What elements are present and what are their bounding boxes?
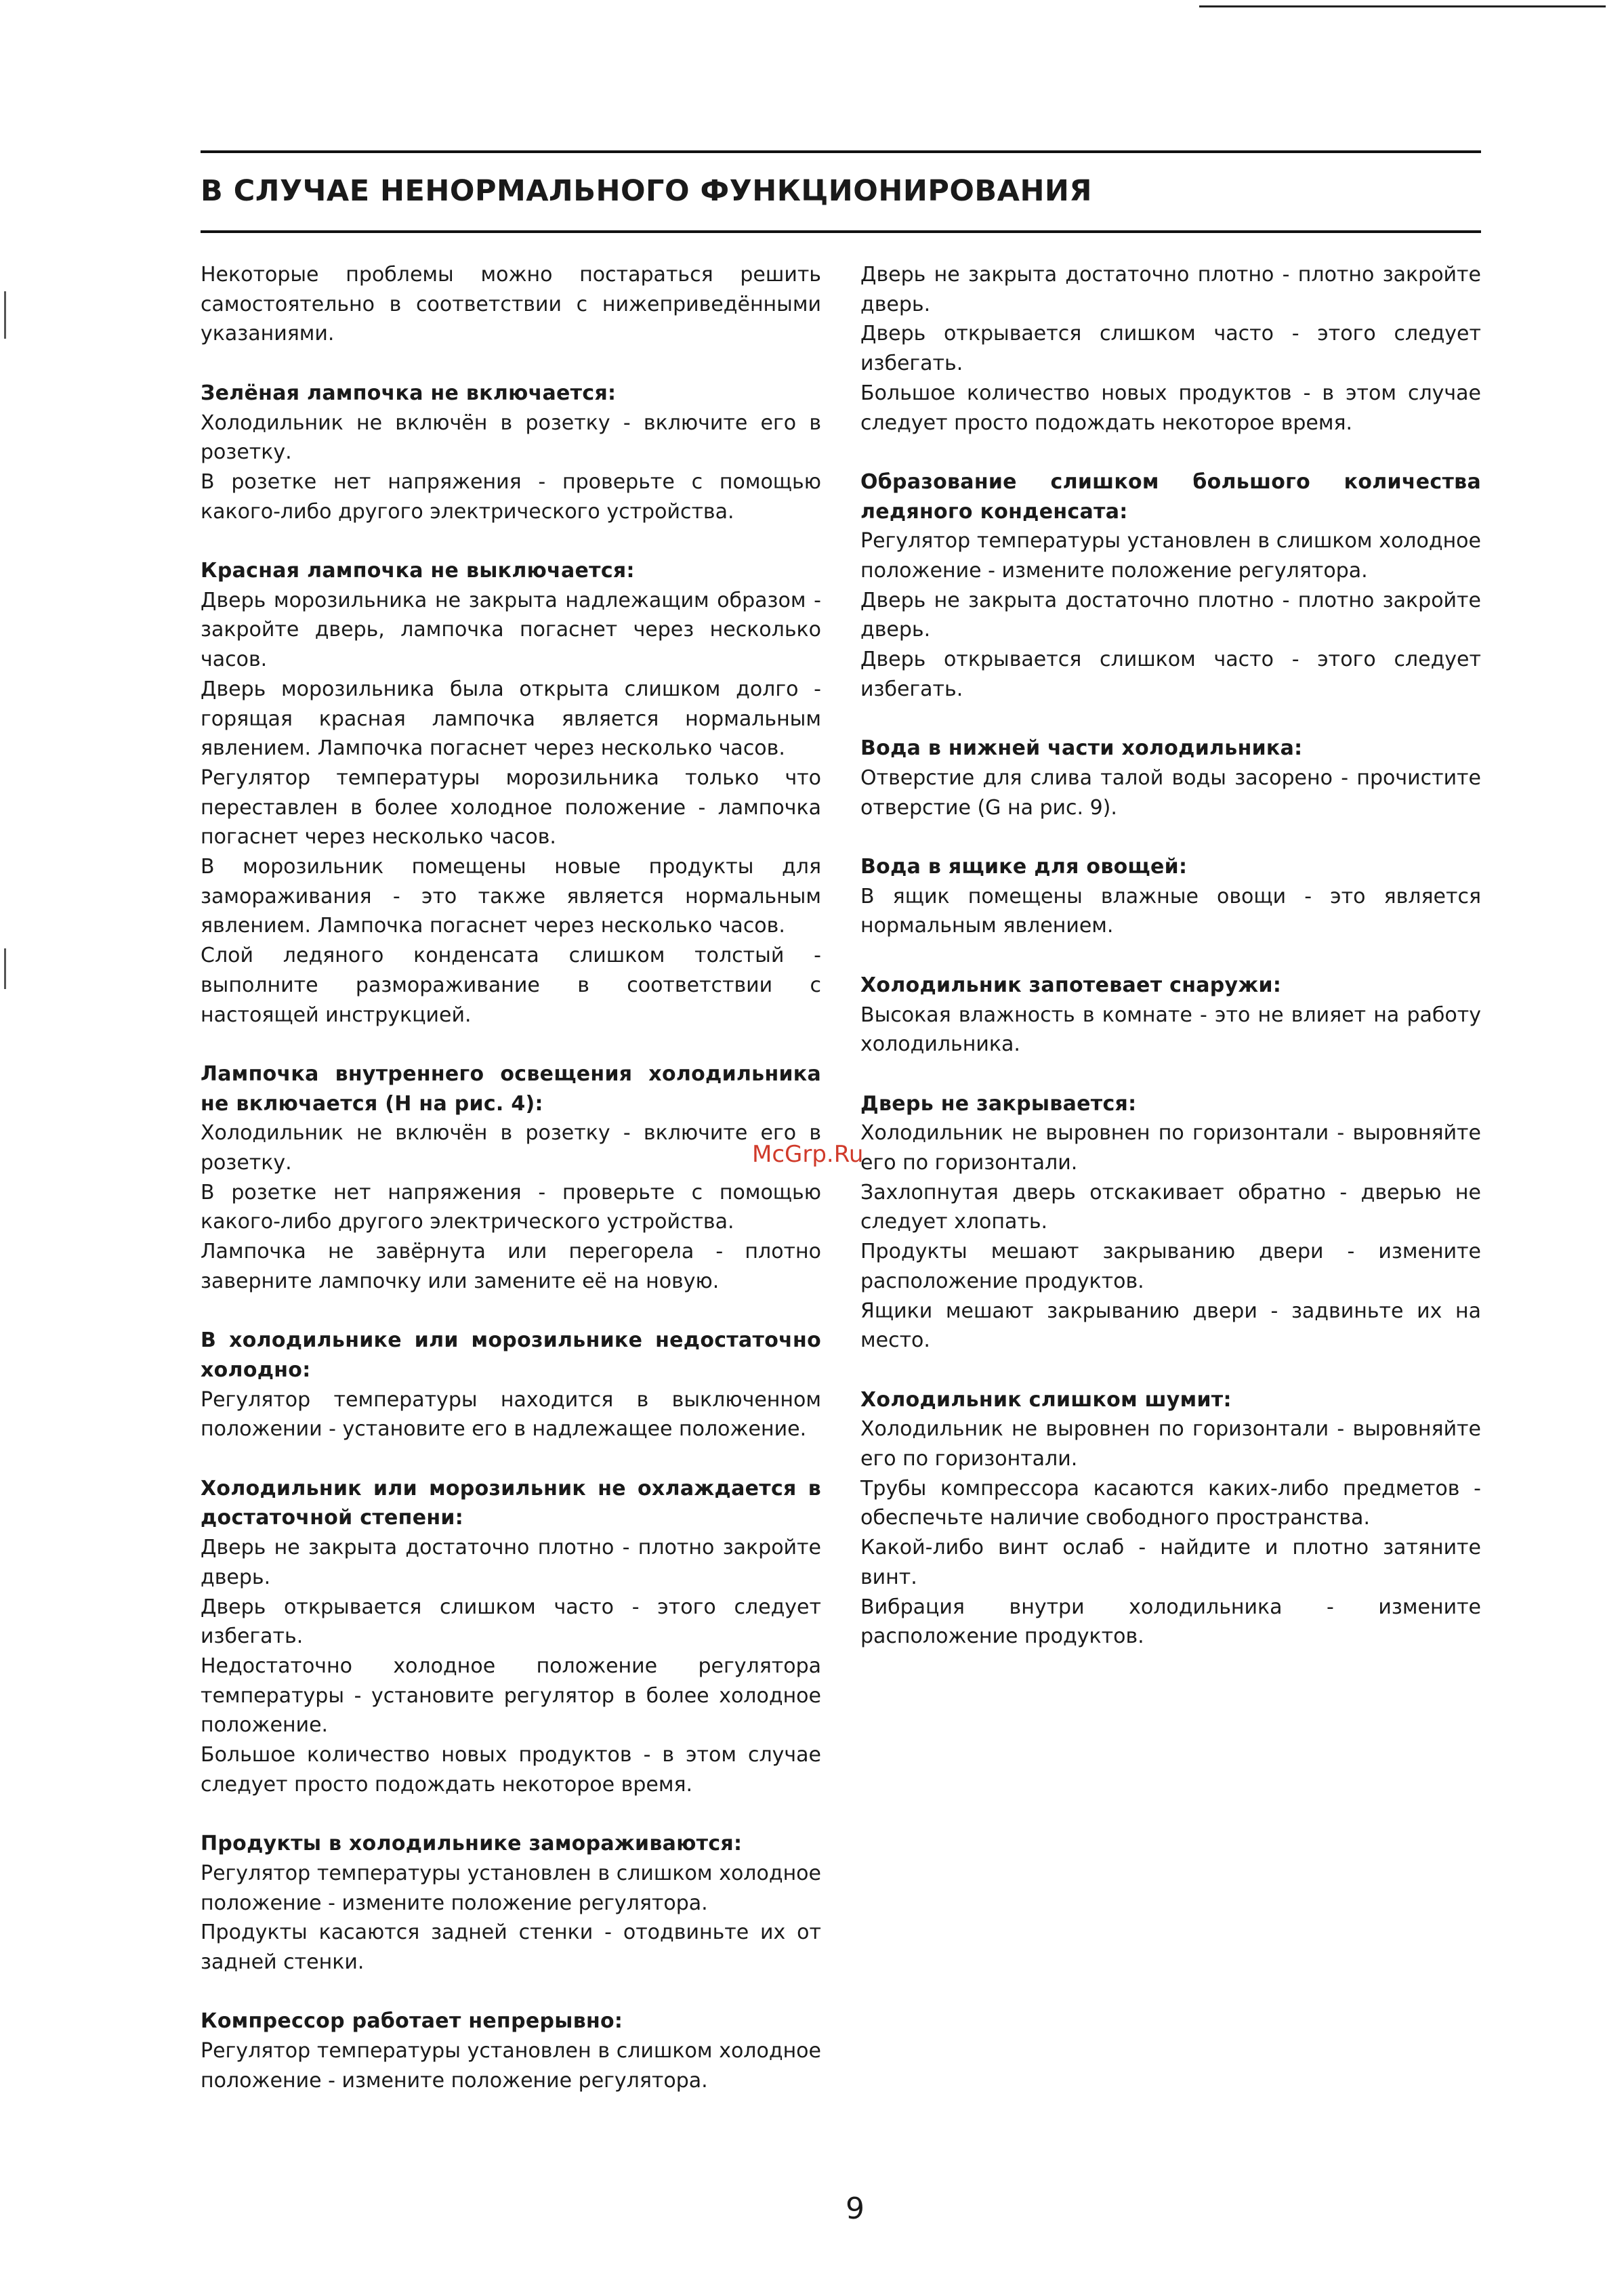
section-food-freezing <box>201 1829 821 1977</box>
right-column <box>860 260 1481 1681</box>
section-item: Холодильник не включён в розетку - включите его в розетку. <box>201 1121 821 1175</box>
section-item: Регулятор температуры установлен в слишком холодное положение - измените положение регулятора. <box>201 2039 821 2093</box>
section-item: Дверь не закрыта достаточно плотно - плотно закройте дверь. <box>860 588 1481 642</box>
section-item: Регулятор температуры установлен в слишком холодное положение - измените положение регулятора. <box>860 529 1481 583</box>
section-red-lamp <box>201 556 821 1030</box>
section-title: Компрессор работает непрерывно: <box>201 2009 623 2034</box>
section-item: Большое количество новых продуктов - в этом случае следует просто подождать некоторое время. <box>860 381 1481 435</box>
scan-mark <box>4 291 6 339</box>
section-item: Регулятор температуры установлен в слишком холодное положение - измените положение регулятора. <box>201 1861 821 1915</box>
section-item: Дверь не закрыта достаточно плотно - плотно закройте дверь. <box>860 263 1481 316</box>
title-rule-top <box>201 150 1481 153</box>
section-title: Дверь не закрывается: <box>860 1091 1137 1116</box>
section-item: Дверь открывается слишком часто - этого следует избегать. <box>860 322 1481 376</box>
section-item: Захлопнутая дверь отскакивает обратно - дверью не следует хлопать. <box>860 1180 1481 1234</box>
section-item: Трубы компрессора касаются каких-либо предметов - обеспечьте наличие свободного пространства. <box>860 1476 1481 1530</box>
section-item: Регулятор температуры находится в выключенном положении - установите его в надлежащее положение. <box>201 1387 821 1442</box>
section-item: Холодильник не включён в розетку - включите его в розетку. <box>201 411 821 465</box>
section-title: Продукты в холодильнике замораживаются: <box>201 1832 743 1856</box>
section-item: Ящики мешают закрыванию двери - задвиньте их на место. <box>860 1299 1481 1353</box>
section-item: Высокая влажность в комнате - это не влияет на работу холодильника. <box>860 1003 1481 1057</box>
section-item: Отверстие для слива талой воды засорено - прочистите отверстие (G на рис. 9). <box>860 765 1481 820</box>
intro-paragraph: Некоторые проблемы можно постараться решить самостоятельно в соответствии с нижеприведёнными указаниями. <box>201 263 821 346</box>
section-item: Большое количество новых продуктов - в этом случае следует просто подождать некоторое время. <box>201 1743 821 1797</box>
section-item: В морозильник помещены новые продукты для замораживания - это также является нормальным явлением. Лампочка погаснет через несколько часов. <box>201 855 821 938</box>
section-item: Дверь открывается слишком часто - этого следует избегать. <box>201 1595 821 1649</box>
section-item: Недостаточно холодное положение регулятора температуры - установите регулятор в более холодное положение. <box>201 1654 821 1738</box>
section-item: Продукты касаются задней стенки - отодвиньте их от задней стенки. <box>201 1921 821 1974</box>
section-green-lamp <box>201 379 821 527</box>
section-noise <box>860 1385 1481 1652</box>
corner-rule <box>1199 5 1606 7</box>
section-condensation-outside <box>860 971 1481 1059</box>
section-continued <box>860 260 1481 438</box>
page-number: 9 <box>846 2191 865 2226</box>
section-item: В розетке нет напряжения - проверьте с помощью какого-либо другого электрического устройства. <box>201 1180 821 1234</box>
section-item: Дверь не закрыта достаточно плотно - плотно закройте дверь. <box>201 1536 821 1589</box>
left-column <box>201 260 821 2125</box>
section-title: Красная лампочка не выключается: <box>201 559 635 583</box>
section-item: Холодильник не выровнен по горизонтали - выровняйте его по горизонтали. <box>860 1417 1481 1471</box>
section-item: Вибрация внутри холодильника - измените расположение продуктов. <box>860 1595 1481 1649</box>
section-item: Холодильник не выровнен по горизонтали - выровняйте его по горизонтали. <box>860 1121 1481 1175</box>
title-rule-bottom <box>201 230 1481 233</box>
watermark: McGrp.Ru <box>752 1141 864 1168</box>
scan-mark <box>4 948 6 989</box>
section-not-cold <box>201 1326 821 1444</box>
section-item: В розетке нет напряжения - проверьте с помощью какого-либо другого электрического устройства. <box>201 469 821 524</box>
section-compressor <box>201 2007 821 2095</box>
section-title: Холодильник запотевает снаружи: <box>860 973 1282 997</box>
section-item: Слой ледяного конденсата слишком толстый - выполните размораживание в соответствии с настоящей инструкцией. <box>201 944 821 1027</box>
section-water-vegetable-drawer <box>860 852 1481 941</box>
section-item: Дверь открывается слишком часто - этого следует избегать. <box>860 648 1481 701</box>
section-ice-condensate <box>860 467 1481 705</box>
section-water-bottom <box>860 734 1481 822</box>
section-item: Регулятор температуры морозильника только что переставлен в более холодное положение - лампочка погаснет через несколько часов. <box>201 765 821 849</box>
section-title: Холодильник или морозильник не охлаждается в достаточной степени: <box>201 1476 821 1530</box>
section-item: В ящик помещены влажные овощи - это является нормальным явлением. <box>860 884 1481 938</box>
section-title: Холодильник слишком шумит: <box>860 1387 1232 1412</box>
section-not-cooling <box>201 1474 821 1800</box>
section-item: Продукты мешают закрыванию двери - измените расположение продуктов. <box>860 1240 1481 1293</box>
section-item: Какой-либо винт ослаб - найдите и плотно затяните винт. <box>860 1536 1481 1589</box>
section-door-not-closing <box>860 1089 1481 1356</box>
section-title: Вода в ящике для овощей: <box>860 855 1188 879</box>
section-item: Дверь морозильника не закрыта надлежащим образом - закройте дверь, лампочка погаснет через несколько часов. <box>201 588 821 672</box>
section-item: Лампочка не завёрнута или перегорела - плотно заверните лампочку или замените её на новую. <box>201 1240 821 1293</box>
section-title: В холодильнике или морозильнике недостаточно холодно: <box>201 1328 821 1382</box>
page-title: В СЛУЧАЕ НЕНОРМАЛЬНОГО ФУНКЦИОНИРОВАНИЯ <box>201 174 1093 208</box>
section-title: Лампочка внутреннего освещения холодильника не включается (Н на рис. 4): <box>201 1062 821 1116</box>
section-title: Зелёная лампочка не включается: <box>201 381 617 405</box>
section-interior-light <box>201 1059 821 1297</box>
section-item: Дверь морозильника была открыта слишком долго - горящая красная лампочка является нормальным явлением. Лампочка погаснет через несколько часов. <box>201 677 821 761</box>
section-title: Образование слишком большого количества ледяного конденсата: <box>860 469 1481 524</box>
section-title: Вода в нижней части холодильника: <box>860 736 1303 761</box>
